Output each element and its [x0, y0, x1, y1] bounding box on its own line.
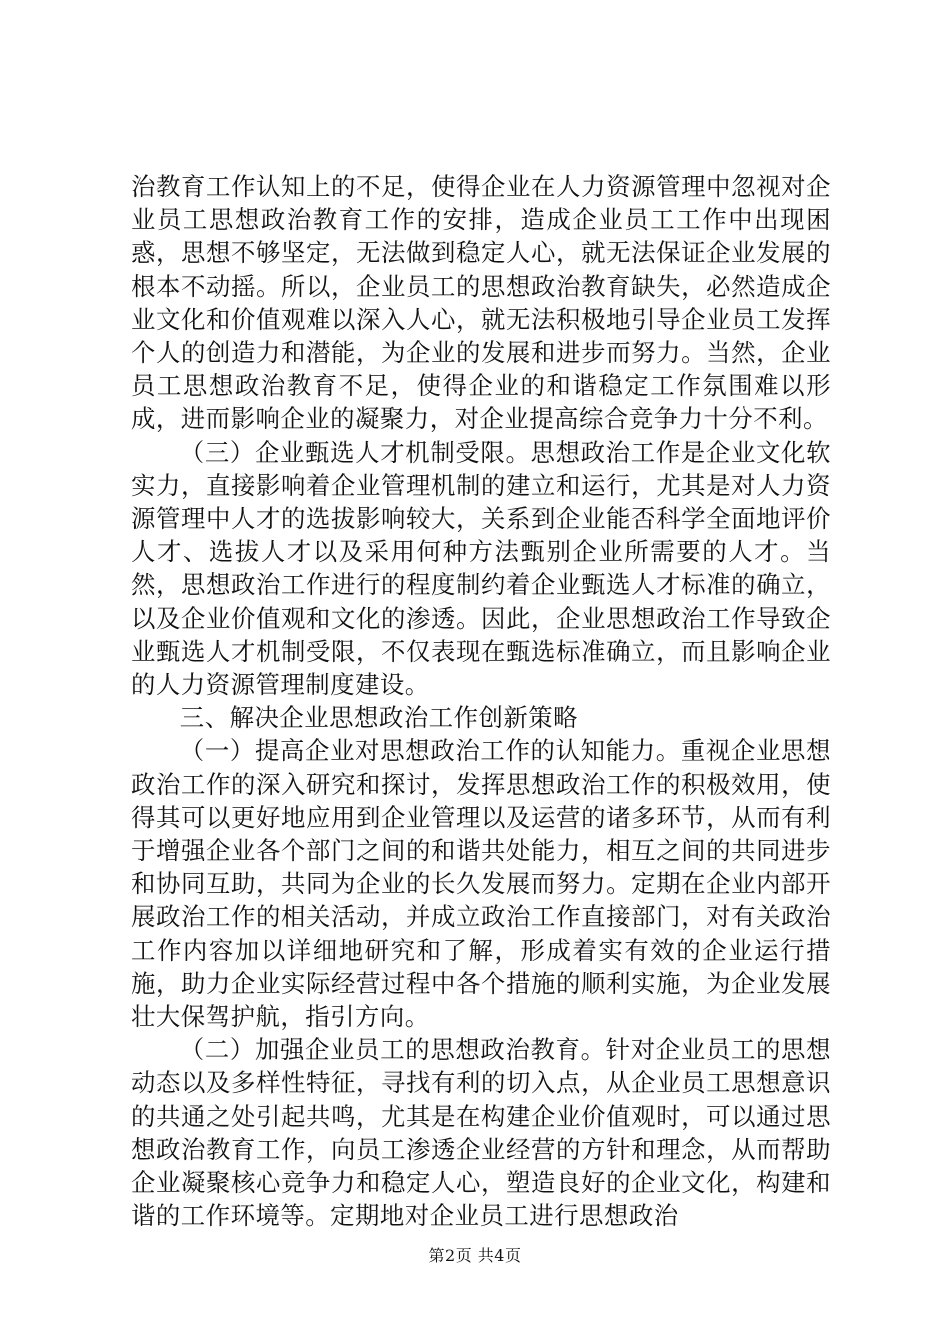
document-body: [131, 170, 831, 1233]
paragraph-4: （二）加强企业员工的思想政治教育。针对企业员工的思想动态以及多样性特征，寻找有利的切入点，从企业员工思想意识的共通之处引起共鸣，尤其是在构建企业价值观时，可以通过思想政治教育工作，向员工渗透企业经营的方针和理念，从而帮助企业凝聚核心竞争力和稳定人心，塑造良好的企业文化，构建和谐的工作环境等。定期地对企业员工进行思想政治: [131, 1035, 831, 1231]
page-number-footer: 第2页 共4页: [428, 1246, 522, 1265]
section-heading: 三、解决企业思想政治工作创新策略: [179, 703, 579, 733]
paragraph-2: （三）企业甄选人才机制受限。思想政治工作是企业文化软实力，直接影响着企业管理机制的建立和运行，尤其是对人力资源管理中人才的选拔影响较大，关系到企业能否科学全面地评价人才、选拔人才以及采用何种方法甄别企业所需要的人才。当然，思想政治工作进行的程度制约着企业甄选人才标准的确立，以及企业价值观和文化的渗透。因此，企业思想政治工作导致企业甄选人才机制受限，不仅表现在甄选标准确立，而且影响企业的人力资源管理制度建设。: [131, 437, 831, 700]
paragraph-3: （一）提高企业对思想政治工作的认知能力。重视企业思想政治工作的深入研究和探讨，发挥思想政治工作的积极效用，使得其可以更好地应用到企业管理以及运营的诸多环节，从而有利于增强企业各个部门之间的和谐共处能力，相互之间的共同进步和协同互助，共同为企业的长久发展而努力。定期在企业内部开展政治工作的相关活动，并成立政治工作直接部门，对有关政治工作内容加以详细地研究和了解，形成着实有效的企业运行措施，助力企业实际经营过程中各个措施的顺利实施，为企业发展壮大保驾护航，指引方向。: [131, 736, 831, 1032]
paragraph-1: 治教育工作认知上的不足，使得企业在人力资源管理中忽视对企业员工思想政治教育工作的安排，造成企业员工工作中出现困惑，思想不够坚定，无法做到稳定人心，就无法保证企业发展的根本不动摇。所以，企业员工的思想政治教育缺失，必然造成企业文化和价值观难以深入人心，就无法积极地引导企业员工发挥个人的创造力和潜能，为企业的发展和进步而努力。当然，企业员工思想政治教育不足，使得企业的和谐稳定工作氛围难以形成，进而影响企业的凝聚力，对企业提高综合竞争力十分不利。: [131, 172, 831, 434]
